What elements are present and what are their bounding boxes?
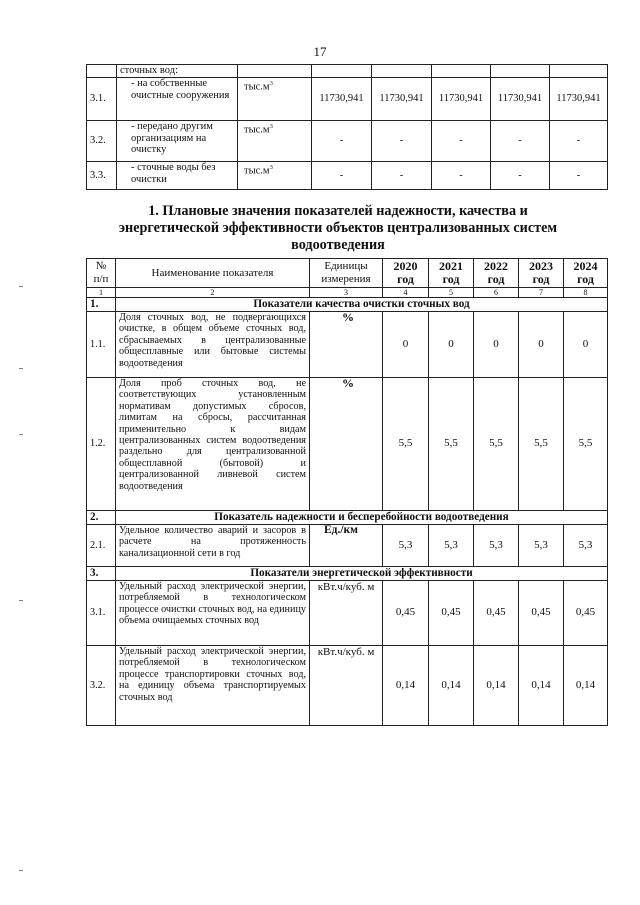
- value-cell: 11730,941: [550, 78, 608, 121]
- value-cell: 0: [383, 312, 429, 378]
- row-number: 1.1.: [87, 312, 116, 378]
- row-name: Удельный расход электрической энергии, потребляемой в технологическом процессе очистки сточных вод, на единицу объема очищаемых сточных вод: [116, 581, 310, 646]
- value-cell: 0,14: [474, 646, 519, 726]
- section-number: 2.: [87, 511, 116, 525]
- value-cell: -: [491, 121, 550, 162]
- value-cell: -: [312, 162, 372, 190]
- row-number: 3.1.: [87, 78, 117, 121]
- row-unit: кВт.ч/куб. м: [310, 646, 383, 726]
- value-cell: 0,14: [519, 646, 564, 726]
- row-number: 3.3.: [87, 162, 117, 190]
- value-cell: 5,5: [519, 378, 564, 511]
- column-index: 3: [310, 288, 383, 298]
- value-cell: -: [432, 121, 491, 162]
- table-header-row: [87, 259, 608, 288]
- value-cell: 5,5: [564, 378, 608, 511]
- table-row: [87, 378, 608, 511]
- top-table: [86, 64, 608, 190]
- row-number: 3.2.: [87, 646, 116, 726]
- row-name: - на собственные очистные сооружения: [117, 78, 238, 121]
- value-cell: 5,5: [474, 378, 519, 511]
- value-cell: 0,45: [519, 581, 564, 646]
- value-cell: -: [550, 121, 608, 162]
- column-index: 1: [87, 288, 116, 298]
- value-cell: 0,45: [564, 581, 608, 646]
- section-title: Показатели качества очистки сточных вод: [116, 298, 608, 312]
- value-cell: 5,3: [429, 525, 474, 567]
- table-row: [87, 121, 608, 162]
- row-unit: $тыс.м^3$: [238, 162, 312, 190]
- header-year: 2021 год: [429, 259, 474, 288]
- row-name: Удельный расход электрической энергии, потребляемой в технологическом процессе транспортировки сточных вод, на единицу объема транспортируемых сточных вод: [116, 646, 310, 726]
- value-cell: 5,5: [429, 378, 474, 511]
- row-number: 3.2.: [87, 121, 117, 162]
- section-number: 3.: [87, 567, 116, 581]
- header-year: 2022 год: [474, 259, 519, 288]
- value-cell: 0: [519, 312, 564, 378]
- value-cell: 0,45: [429, 581, 474, 646]
- table-row: [87, 78, 608, 121]
- header-num: № п/п: [87, 259, 116, 288]
- value-cell: 5,5: [383, 378, 429, 511]
- value-cell: 0: [564, 312, 608, 378]
- value-cell: 11730,941: [491, 78, 550, 121]
- table-row: [87, 646, 608, 726]
- page-number: 17: [313, 44, 327, 59]
- table-row: [87, 312, 608, 378]
- scan-mark: [19, 286, 23, 287]
- column-index: 6: [474, 288, 519, 298]
- scan-mark: [19, 600, 23, 601]
- column-index-row: [87, 288, 608, 298]
- section-row: [87, 567, 608, 581]
- scan-mark: [19, 870, 23, 871]
- value-cell: 0,14: [564, 646, 608, 726]
- table-row: [87, 525, 608, 567]
- header-year: 2023 год: [519, 259, 564, 288]
- column-index: 8: [564, 288, 608, 298]
- section-heading: 1. Плановые значения показателей надежности, качества и энергетической эффективности объектов централизованных систем водоотведения: [118, 203, 558, 253]
- row-number: 3.1.: [87, 581, 116, 646]
- value-cell: 0,45: [474, 581, 519, 646]
- value-cell: 0,14: [429, 646, 474, 726]
- row-number: 1.2.: [87, 378, 116, 511]
- value-cell: -: [312, 121, 372, 162]
- section-row: [87, 511, 608, 525]
- column-index: 7: [519, 288, 564, 298]
- value-cell: 5,3: [383, 525, 429, 567]
- column-index: 5: [429, 288, 474, 298]
- row-unit: %: [310, 378, 383, 511]
- value-cell: 0: [429, 312, 474, 378]
- column-index: 4: [383, 288, 429, 298]
- row-unit: $тыс.м^3$: [238, 78, 312, 121]
- value-cell: -: [550, 162, 608, 190]
- value-cell: 5,3: [519, 525, 564, 567]
- table-row: [87, 162, 608, 190]
- section-number: 1.: [87, 298, 116, 312]
- row-name: Удельное количество аварий и засоров в расчете на протяженность канализационной сети в год: [116, 525, 310, 567]
- column-index: 2: [116, 288, 310, 298]
- row-unit: Ед./км: [310, 525, 383, 567]
- row-name: - сточные воды без очистки: [117, 162, 238, 190]
- value-cell: -: [432, 162, 491, 190]
- value-cell: -: [372, 121, 432, 162]
- row-name: Доля сточных вод, не подвергающихся очистке, в общем объеме сточных вод, сбрасываемых в централизованные общесплавные или бытовые системы водоотведения: [116, 312, 310, 378]
- main-table: [86, 258, 608, 726]
- header-unit: Единицы измерения: [310, 259, 383, 288]
- row-unit: кВт.ч/куб. м: [310, 581, 383, 646]
- row-name: Доля проб сточных вод, не соответствующих установленным нормативам допустимых сбросов, лимитам на сбросы, рассчитанная применительно к видам централизованных систем водоотведения раздельно для централизованной общесплавной (бытовой) и централизованной ливневой систем водоотведения: [116, 378, 310, 511]
- row-unit: $тыс.м^3$: [238, 121, 312, 162]
- header-name: Наименование показателя: [116, 259, 310, 288]
- value-cell: -: [372, 162, 432, 190]
- header-year: 2020 год: [383, 259, 429, 288]
- value-cell: 5,3: [564, 525, 608, 567]
- section-title: Показатель надежности и бесперебойности водоотведения: [116, 511, 608, 525]
- value-cell: 0: [474, 312, 519, 378]
- scan-mark: [19, 368, 23, 369]
- value-cell: 11730,941: [312, 78, 372, 121]
- scan-mark: [19, 434, 23, 435]
- table-row: [87, 581, 608, 646]
- row-number: 2.1.: [87, 525, 116, 567]
- header-year: 2024 год: [564, 259, 608, 288]
- continuation-label: сточных вод:: [117, 65, 238, 78]
- value-cell: 5,3: [474, 525, 519, 567]
- value-cell: -: [491, 162, 550, 190]
- value-cell: 11730,941: [432, 78, 491, 121]
- row-name: - передано другим организациям на очистку: [117, 121, 238, 162]
- table-row: [87, 65, 608, 78]
- row-unit: %: [310, 312, 383, 378]
- value-cell: 0,14: [383, 646, 429, 726]
- value-cell: 0,45: [383, 581, 429, 646]
- value-cell: 11730,941: [372, 78, 432, 121]
- section-title: Показатели энергетической эффективности: [116, 567, 608, 581]
